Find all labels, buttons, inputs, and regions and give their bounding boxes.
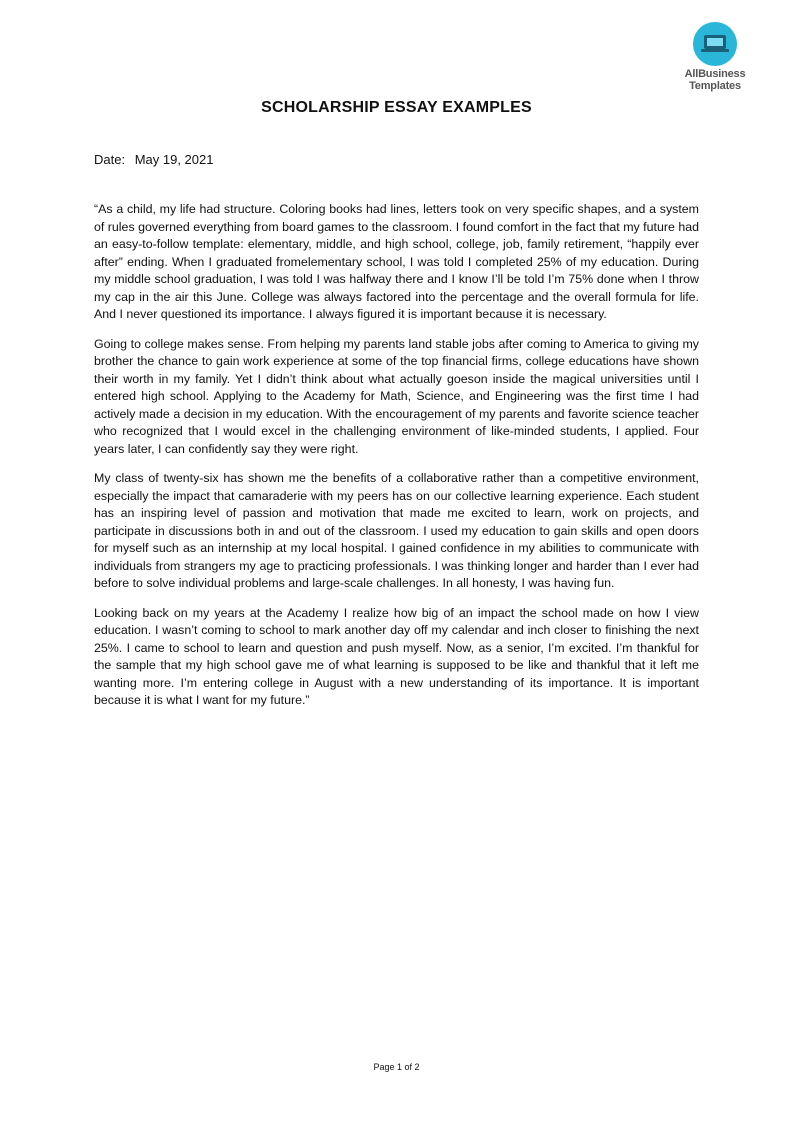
allbusiness-templates-logo [675,22,755,92]
essay-paragraph-2: Going to college makes sense. From helping my parents land stable jobs after coming to America to giving my brother the chance to gain work experience at some of the top financial firms, college educations have shown their worth in my family. Yet I didn’t think about what actually goeson inside the magical universities until I entered high school. Applying to the Academy for Math, Science, and Engineering was the first time I had actively made a decision in my education. With the encouragement of my parents and favorite science teacher who recognized that I would excel in the challenging environment of like-minded students, I applied. Four years later, I can confidently say they were right. [94,336,699,456]
logo-wordmark [675,68,755,92]
document-title: SCHOLARSHIP ESSAY EXAMPLES [261,99,532,116]
essay-body [94,201,699,722]
date-value: May 19, 2021 [134,152,214,167]
logo-line-2: Templates [689,80,741,92]
essay-paragraph-3: My class of twenty-six has shown me the benefits of a collaborative rather than a competitive environment, especially the impact that camaraderie with my peers has on our collective learning experience. Each student has an inspiring level of passion and motivation that made me excited to learn, work on projects, and participate in discussions both in and out of the classroom. I used my education to gain skills and open doors for myself such as an internship at my local hospital. I gained confidence in my abilities to communicate with individuals from strangers my age to practicing professionals. I was thinking longer and harder than I ever had before to solve individual problems and large-scale challenges. In all honesty, I was having fun. [94,471,699,590]
logo-line-1: AllBusiness [684,68,746,80]
laptop-icon [693,22,737,66]
essay-paragraph-1: “As a child, my life had structure. Coloring books had lines, letters took on very specific shapes, and a system of rules governed everything from board games to the classroom. I found comfort in the fact that my future had an easy-to-follow template: elementary, middle, and high school, college, job, family retirement, “happily ever after” ending. When I graduated fromelementary school, I was told I completed 25% of my education. During my middle school graduation, I was told I was halfway there and I know I’ll be told I’m 75% done when I throw my cap in the air this June. College was always factored into the percentage and the overall formula for life. And I never questioned its importance. I always figured it is important because it is necessary. [94,202,699,321]
date-line [94,152,213,167]
page-number: Page 1 of 2 [373,1062,420,1072]
essay-paragraph-4: Looking back on my years at the Academy I realize how big of an impact the school made on how I view education. I wasn’t coming to school to mark another day off my calendar and inch closer to finishing the next 25%. I came to school to learn and question and push myself. Now, as a senior, I’m excited. I’m thankful for the sample that my high school gave me of what learning is supposed to be like and thankful that it left me wanting more. I’m entering college in August with a new understanding of its importance. It is important because it is what I want for my future.” [94,605,699,707]
date-label: Date: [94,152,126,167]
